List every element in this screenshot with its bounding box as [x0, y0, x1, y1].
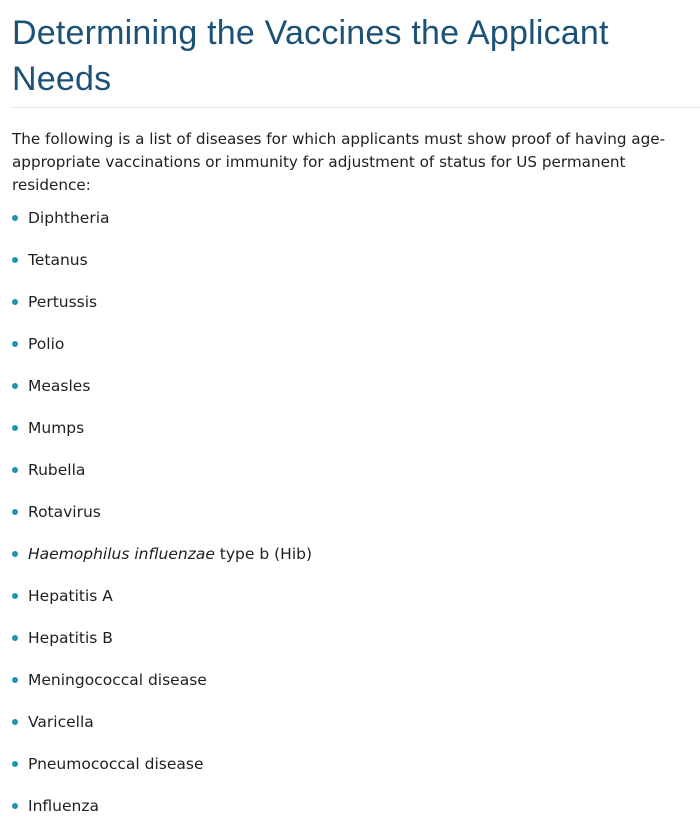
disease-label: Pertussis — [28, 293, 98, 311]
dot-bullet-icon — [12, 719, 18, 725]
title-divider — [12, 107, 700, 108]
disease-label: Hepatitis B — [28, 629, 113, 647]
list-item — [12, 585, 700, 627]
dot-bullet-icon — [12, 383, 18, 389]
disease-label-italic: Haemophilus influenzae — [28, 545, 215, 563]
intro-paragraph: The following is a list of diseases for which applicants must show proof of having age-appropriate vaccinations or immunity for adjustment of status for US permanent residence: — [12, 130, 666, 194]
list-item — [12, 333, 700, 375]
list-item — [12, 501, 700, 543]
list-item — [12, 711, 700, 753]
disease-list — [12, 207, 700, 837]
list-item — [12, 249, 700, 291]
list-item — [12, 207, 700, 249]
disease-label: Meningococcal disease — [28, 671, 207, 689]
list-item — [12, 627, 700, 669]
dot-bullet-icon — [12, 635, 18, 641]
dot-bullet-icon — [12, 215, 18, 221]
list-item — [12, 291, 700, 333]
list-item — [12, 459, 700, 501]
dot-bullet-icon — [12, 425, 18, 431]
list-item — [12, 375, 700, 417]
dot-bullet-icon — [12, 509, 18, 515]
disease-label: Pneumococcal disease — [28, 755, 204, 773]
disease-label: Tetanus — [28, 251, 88, 269]
dot-bullet-icon — [12, 761, 18, 767]
page-title: Determining the Vaccines the Applicant Needs — [12, 14, 609, 98]
article-content — [12, 0, 700, 837]
disease-label: Influenza — [28, 797, 99, 815]
dot-bullet-icon — [12, 803, 18, 809]
disease-label: Mumps — [28, 419, 85, 437]
dot-bullet-icon — [12, 467, 18, 473]
list-item — [12, 753, 700, 795]
disease-label: Diphtheria — [28, 209, 110, 227]
dot-bullet-icon — [12, 257, 18, 263]
dot-bullet-icon — [12, 593, 18, 599]
disease-label: Hepatitis A — [28, 587, 113, 605]
dot-bullet-icon — [12, 677, 18, 683]
list-item — [12, 795, 700, 837]
disease-label: Varicella — [28, 713, 94, 731]
disease-label-rest: type b (Hib) — [214, 545, 313, 563]
disease-label: Measles — [28, 377, 91, 395]
list-item — [12, 543, 700, 585]
list-item — [12, 669, 700, 711]
list-item — [12, 417, 700, 459]
dot-bullet-icon — [12, 551, 18, 557]
disease-label: Rubella — [28, 461, 86, 479]
dot-bullet-icon — [12, 341, 18, 347]
dot-bullet-icon — [12, 299, 18, 305]
disease-label: Polio — [28, 335, 65, 353]
disease-label: Rotavirus — [28, 503, 101, 521]
